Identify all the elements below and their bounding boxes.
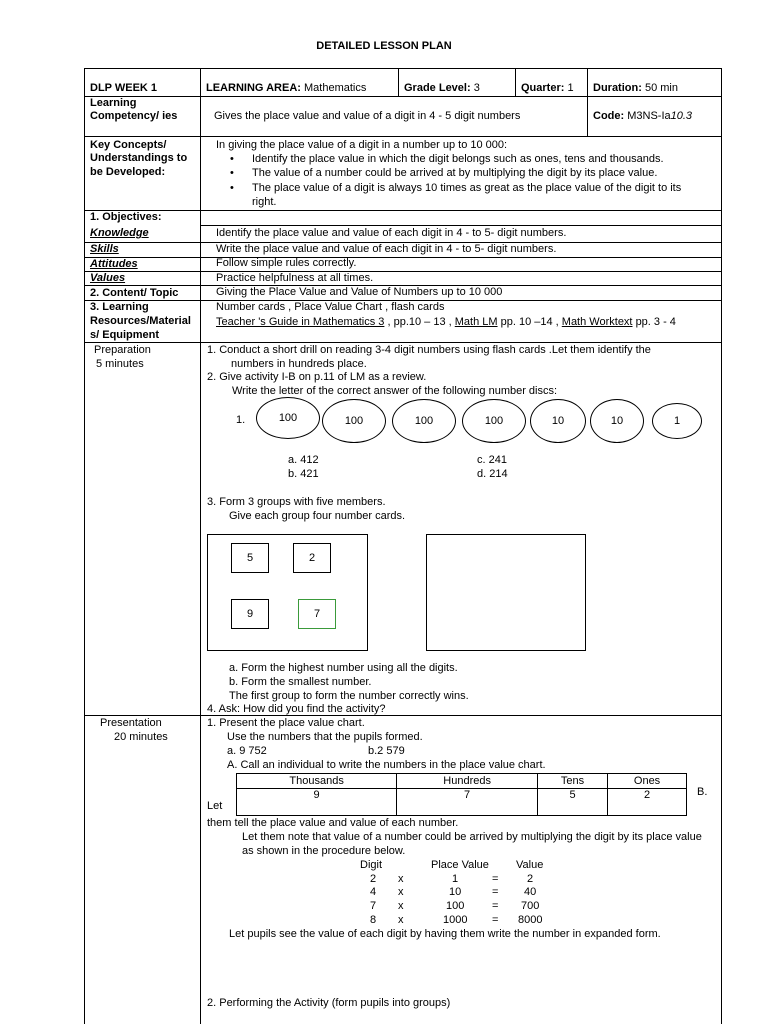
answer-box (426, 534, 586, 651)
document-title: DETAILED LESSON PLAN (316, 40, 452, 52)
duration (593, 82, 678, 95)
prep-item-1: 1. Conduct a short drill on reading 3-4 digit numbers using flash cards .Let them identify the (207, 344, 651, 356)
task-a: a. Form the highest number using all the digits. (229, 662, 458, 674)
prep-item-3-sub: Give each group four number cards. (229, 510, 406, 522)
table-cell: 7 (397, 789, 538, 816)
prep-item-2: 2. Give activity I-B on p.11 of LM as a review. (207, 371, 427, 383)
procedure-digit: 7 (370, 900, 377, 912)
number-b: b.2 579 (368, 745, 405, 757)
procedure-equals: = (492, 886, 499, 898)
choice-a: a. 412 (288, 454, 319, 466)
number-disc: 10 (530, 399, 586, 443)
table-header-cell: Hundreds (397, 774, 538, 789)
procedure-place-value: 100 (446, 900, 465, 912)
number-disc: 1 (652, 403, 702, 439)
math-lm-pages: pp. 10 –14 , (500, 316, 559, 328)
resources-line-1: Number cards , Place Value Chart , flash cards (216, 301, 445, 313)
prep-item-1-cont: numbers in hundreds place. (231, 358, 367, 370)
row-divider (84, 96, 722, 97)
math-lm-ref: Math LM (454, 316, 498, 328)
procedure-value: 700 (521, 900, 540, 912)
choice-c: c. 241 (477, 454, 507, 466)
math-worktext-pages: pp. 3 - 4 (635, 316, 676, 328)
learning-area-value: Mathematics (304, 82, 367, 94)
grade-level-label: Grade Level: (404, 82, 471, 94)
choice-b: b. 421 (288, 468, 319, 480)
procedure-times: x (398, 900, 404, 912)
procedure-equals: = (492, 900, 499, 912)
key-concept-bullet: • Identify the place value in which the digit belongs such as ones, tens and thousands. (252, 153, 664, 166)
presentation-label: Presentation (100, 717, 162, 729)
pres-item-1: 1. Present the place value chart. (207, 717, 365, 729)
competency-label-2: Competency/ ies (90, 110, 178, 122)
number-card: 9 (231, 599, 269, 629)
procedure-times: x (398, 914, 404, 926)
values-text: Practice helpfulness at all times. (216, 272, 374, 284)
procedure-digit: 4 (370, 886, 377, 898)
code-value: M3NS-Ia (627, 110, 671, 122)
grade-level-value: 3 (473, 82, 480, 94)
column-divider (398, 68, 399, 96)
competency-code (593, 110, 692, 123)
procedure-value: 8000 (518, 914, 543, 926)
objectives-heading: 1. Objectives: (90, 211, 162, 223)
resources-references (216, 316, 676, 329)
quarter (521, 82, 574, 95)
duration-value: 50 min (644, 82, 678, 94)
note-line-1: Let them note that value of a number could be arrived by multiplying the digit by its place value (242, 831, 702, 843)
code-suffix: 10.3 (670, 110, 693, 122)
code-label: Code: (593, 110, 625, 122)
quarter-value: 1 (567, 82, 574, 94)
knowledge-text: Identify the place value and value of each digit in 4 - to 5- digit numbers. (216, 227, 567, 239)
key-concept-bullet-cont: right. (252, 196, 277, 208)
number-disc: 10 (590, 399, 644, 443)
procedure-digit: 8 (370, 914, 377, 926)
presentation-time: 20 minutes (114, 731, 168, 743)
tell-instruction: them tell the place value and value of each number. (207, 817, 459, 829)
content-text: Giving the Place Value and Value of Numbers up to 10 000 (216, 286, 503, 298)
key-concepts-label-3: be Developed: (90, 166, 166, 178)
preparation-time: 5 minutes (96, 358, 144, 370)
preparation-label: Preparation (94, 344, 151, 356)
prep-item-3: 3. Form 3 groups with five members. (207, 496, 386, 508)
prep-item-2-sub: Write the letter of the correct answer of the following number discs: (232, 385, 558, 397)
resources-label-3: s/ Equipment (90, 329, 160, 341)
pres-item-1-sub: Use the numbers that the pupils formed. (227, 731, 423, 743)
duration-label: Duration: (593, 82, 642, 94)
table-cell: 5 (538, 789, 608, 816)
procedure-header-value: Value (516, 859, 544, 871)
row-divider (84, 210, 722, 211)
number-card: 7 (298, 599, 336, 629)
choice-d: d. 214 (477, 468, 508, 480)
resources-label-2: Resources/Material (90, 315, 191, 327)
knowledge-label: Knowledge (90, 227, 149, 239)
key-concepts-intro: In giving the place value of a digit in a number up to 10 000: (216, 139, 508, 151)
row-divider (84, 136, 722, 137)
disc-question-number: 1. (236, 414, 246, 426)
column-divider (200, 68, 201, 1024)
note-line-2: as shown in the procedure below. (242, 845, 406, 857)
prep-item-4: 4. Ask: How did you find the activity? (207, 703, 386, 715)
math-worktext-ref: Math Worktext (561, 316, 633, 328)
table-cell: 9 (237, 789, 397, 816)
expanded-form-instruction: Let pupils see the value of each digit by having them write the number in expanded form. (229, 928, 661, 940)
table-cell: 2 (608, 789, 687, 816)
number-disc: 100 (256, 397, 320, 439)
learning-area-label: LEARNING AREA: (206, 82, 301, 94)
attitudes-label: Attitudes (90, 258, 138, 270)
column-divider (587, 68, 588, 136)
pres-item-2: 2. Performing the Activity (form pupils into groups) (207, 997, 451, 1009)
number-disc: 100 (392, 399, 456, 443)
row-divider (200, 225, 722, 226)
row-divider (84, 715, 722, 716)
let-word: Let (207, 800, 223, 812)
procedure-times: x (398, 886, 404, 898)
quarter-label: Quarter: (521, 82, 565, 94)
procedure-equals: = (492, 873, 499, 885)
task-b: b. Form the smallest number. (229, 676, 372, 688)
number-card: 5 (231, 543, 269, 573)
dlp-week: DLP WEEK 1 (90, 82, 158, 94)
competency-label-1: Learning (90, 97, 137, 109)
teachers-guide-ref: Teacher 's Guide in Mathematics 3 (216, 316, 385, 328)
skills-text: Write the place value and value of each digit in 4 - to 5- digit numbers. (216, 243, 557, 255)
number-card: 2 (293, 543, 331, 573)
key-concepts-label-2: Understandings to (90, 152, 188, 164)
key-concept-bullet: • The value of a number could be arrived at by multiplying the digit by its place value. (252, 167, 657, 180)
table-header-cell: Ones (608, 774, 687, 789)
teachers-guide-pages: , pp.10 – 13 , (387, 316, 452, 328)
number-disc: 100 (462, 399, 526, 443)
column-divider (515, 68, 516, 96)
table-row (237, 789, 687, 816)
competency-text: Gives the place value and value of a digit in 4 - 5 digit numbers (214, 110, 521, 122)
row-divider (84, 342, 722, 343)
procedure-place-value: 10 (449, 886, 462, 898)
key-concept-bullet: • The place value of a digit is always 10 times as great as the place value of the digit to its (252, 182, 681, 195)
skills-label: Skills (90, 243, 119, 255)
procedure-header-digit: Digit (360, 859, 383, 871)
procedure-header-place-value: Place Value (431, 859, 489, 871)
task-c: The first group to form the number correctly wins. (229, 690, 469, 702)
number-disc: 100 (322, 399, 386, 443)
row-divider (84, 271, 722, 272)
table-header-cell: Tens (538, 774, 608, 789)
procedure-value: 40 (524, 886, 537, 898)
attitudes-text: Follow simple rules correctly. (216, 257, 357, 269)
procedure-value: 2 (527, 873, 534, 885)
procedure-digit: 2 (370, 873, 377, 885)
grade-level (404, 82, 480, 95)
procedure-times: x (398, 873, 404, 885)
resources-label-1: 3. Learning (90, 301, 149, 313)
procedure-equals: = (492, 914, 499, 926)
number-a: a. 9 752 (227, 745, 267, 757)
key-concepts-label-1: Key Concepts/ (90, 139, 167, 151)
place-value-chart (236, 773, 687, 816)
instruction-a: A. Call an individual to write the numbers in the place value chart. (227, 759, 546, 771)
table-header-cell: Thousands (237, 774, 397, 789)
content-label: 2. Content/ Topic (90, 287, 179, 299)
procedure-place-value: 1000 (443, 914, 468, 926)
procedure-place-value: 1 (452, 873, 459, 885)
values-label: Values (90, 272, 126, 284)
row-divider (84, 257, 722, 258)
learning-area (206, 82, 366, 95)
table-row (237, 774, 687, 789)
label-b: B. (697, 786, 708, 798)
